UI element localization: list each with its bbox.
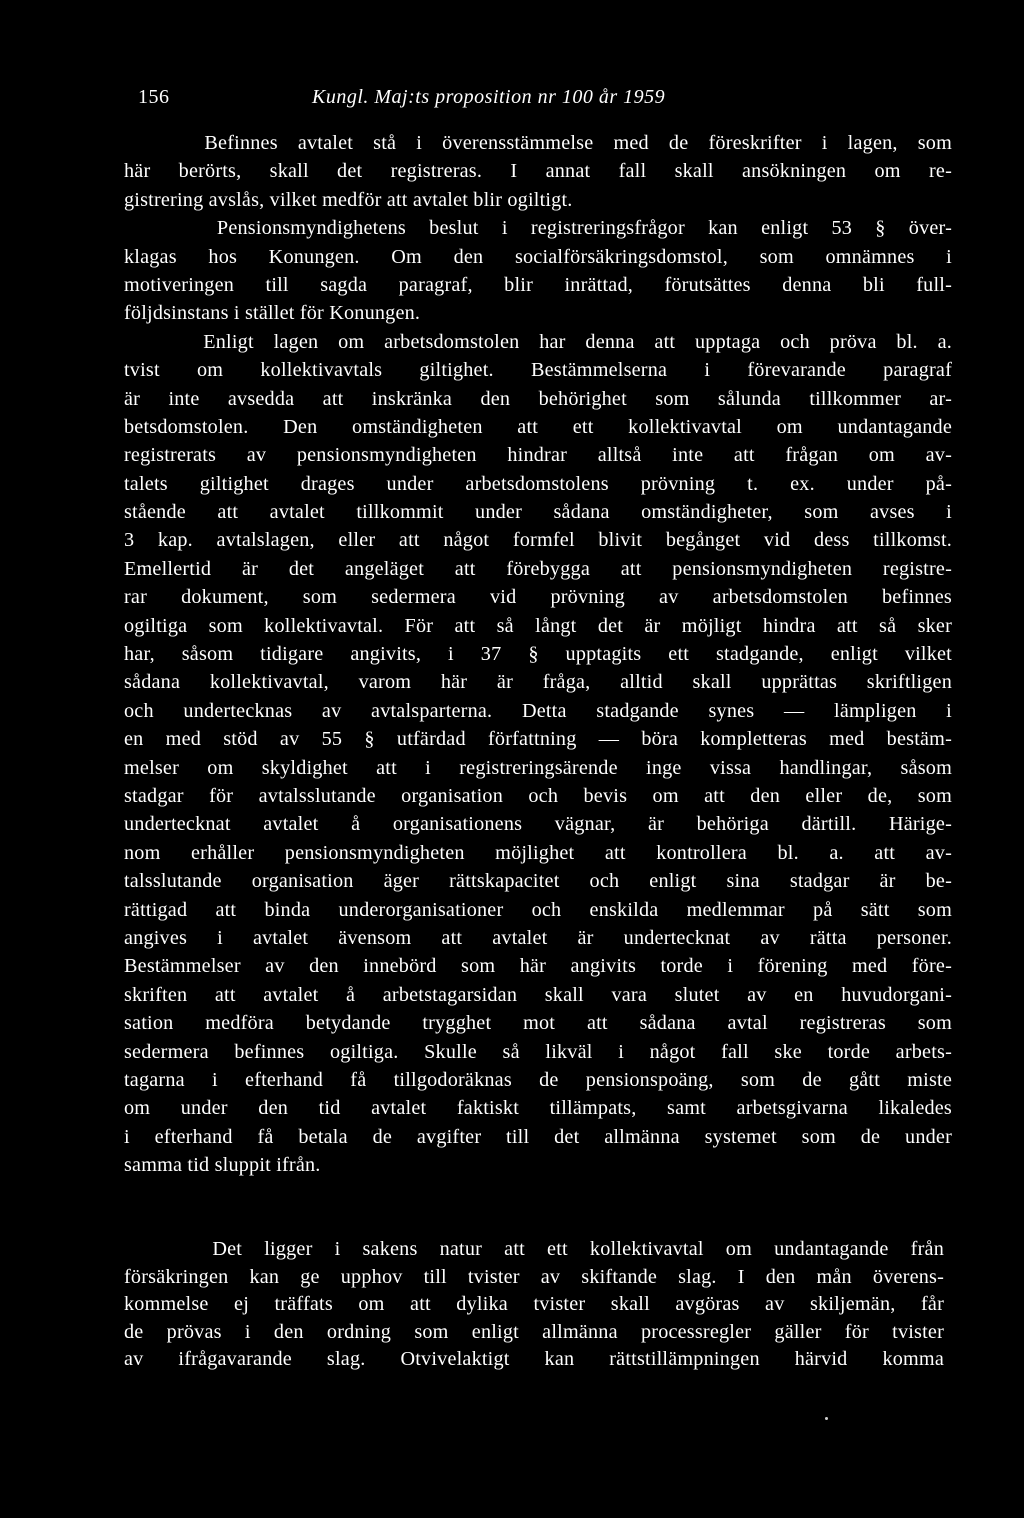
text-line: tagarna i efterhand få tillgodoräknas de pensionspoäng, som de gått miste <box>124 1068 952 1091</box>
text-line: sation medföra betydande trygghet mot att sådana avtal registreras som <box>124 1012 952 1035</box>
body-text-section-1 <box>124 129 952 1179</box>
text-line: skriften att avtalet å arbetstagarsidan skall vara slutet av en huvudorgani- <box>124 983 952 1006</box>
text-line: om under den tid avtalet faktiskt tillämpats, samt arbetsgivarna likaledes <box>124 1097 952 1120</box>
text-line: försäkringen kan ge upphov till tvister av skiftande slag. I den mån överens- <box>124 1265 944 1288</box>
text-line: 3 kap. avtalslagen, eller att något formfel blivit begånget vid dess tillkomst. <box>124 529 952 552</box>
text-line: registrerats av pensionsmyndigheten hindrar alltså inte att frågan om av- <box>124 444 952 467</box>
text-line: klagas hos Konungen. Om den socialförsäkringsdomstol, som omnämnes i <box>124 245 952 268</box>
text-line: rar dokument, som sedermera vid prövning av arbetsdomstolen befinnes <box>124 586 952 609</box>
text-line: är inte avsedda att inskränka den behörighet som sålunda tillkommer ar- <box>124 387 952 410</box>
text-line: stående att avtalet tillkommit under sådana omständigheter, som avses i <box>124 501 952 524</box>
text-line: sedermera befinnes ogiltiga. Skulle så likväl i något fall ske torde arbets- <box>124 1040 952 1063</box>
text-line: betsdomstolen. Den omständigheten att ett kollektivavtal om undantagande <box>124 415 952 438</box>
text-line: kommelse ej träffats om att dylika tvister skall avgöras av skiljemän, får <box>124 1293 944 1316</box>
text-line: Det ligger i sakens natur att ett kollektivavtal om undantagande från <box>124 1238 944 1260</box>
text-line: i efterhand få betala de avgifter till det allmänna systemet som de under <box>124 1125 952 1148</box>
text-line: ogiltiga som kollektivavtal. För att så långt det är möjligt hindra att så sker <box>124 614 952 637</box>
text-line: och undertecknas av avtalsparterna. Detta stadgande synes — lämpligen i <box>124 699 952 722</box>
text-line: har, såsom tidigare angivits, i 37 § upptagits ett stadgande, enligt vilket <box>124 643 952 666</box>
text-line: talets giltighet drages under arbetsdomstolens prövning t. ex. under på- <box>124 472 952 495</box>
text-line: av ifrågavarande slag. Otvivelaktigt kan rättstillämpningen härvid komma <box>124 1348 944 1371</box>
text-line: melser om skyldighet att i registreringsärende inge vissa handlingar, såsom <box>124 756 952 779</box>
text-line: undertecknat avtalet å organisationens vägnar, är behöriga därtill. Härige- <box>124 813 952 836</box>
text-line: rättigad att binda underorganisationer och enskilda medlemmar på sätt som <box>124 898 952 921</box>
text-line: Bestämmelser av den innebörd som här angivits torde i förening med före- <box>124 955 952 978</box>
text-line: de prövas i den ordning som enligt allmänna processregler gäller för tvister <box>124 1320 944 1343</box>
text-line: Enligt lagen om arbetsdomstolen har denna att upptaga och pröva bl. a. <box>124 330 952 353</box>
text-line: följdsinstans i stället för Konungen. <box>124 302 421 325</box>
text-line: här berörts, skall det registreras. I annat fall skall ansökningen om re- <box>124 160 952 183</box>
text-line: motiveringen till sagda paragraf, blir inrättad, förutsättes denna bli full- <box>124 273 952 296</box>
print-speck <box>825 1417 828 1420</box>
text-line: Pensionsmyndighetens beslut i registreringsfrågor kan enligt 53 § över- <box>124 217 952 240</box>
text-line: tvist om kollektivavtals giltighet. Bestämmelserna i förevarande paragraf <box>124 359 952 382</box>
text-line: sådana kollektivavtal, varom här är fråga, alltid skall upprättas skriftligen <box>124 671 952 694</box>
text-line: Emellertid är det angeläget att förebygga att pensionsmyndigheten registre- <box>124 557 952 580</box>
body-text-section-2 <box>124 1236 944 1374</box>
text-line: angives i avtalet ävensom att avtalet är undertecknat av rätta personer. <box>124 926 952 949</box>
text-line: gistrering avslås, vilket medför att avtalet blir ogiltigt. <box>124 188 573 211</box>
page-header <box>138 86 958 116</box>
running-title: Kungl. Maj:ts proposition nr 100 år 1959 <box>312 86 666 108</box>
text-line: stadgar för avtalsslutande organisation och bevis om att den eller de, som <box>124 784 952 807</box>
text-line: en med stöd av 55 § utfärdad författning — böra kompletteras med bestäm- <box>124 728 952 751</box>
text-line: nom erhåller pensionsmyndigheten möjlighet att kontrollera bl. a. att av- <box>124 841 952 864</box>
page-number: 156 <box>138 86 170 108</box>
text-line: talsslutande organisation äger rättskapacitet och enligt sina stadgar är be- <box>124 870 952 893</box>
text-line: Befinnes avtalet stå i överensstämmelse med de föreskrifter i lagen, som <box>124 132 952 154</box>
text-line: samma tid sluppit ifrån. <box>124 1154 321 1177</box>
